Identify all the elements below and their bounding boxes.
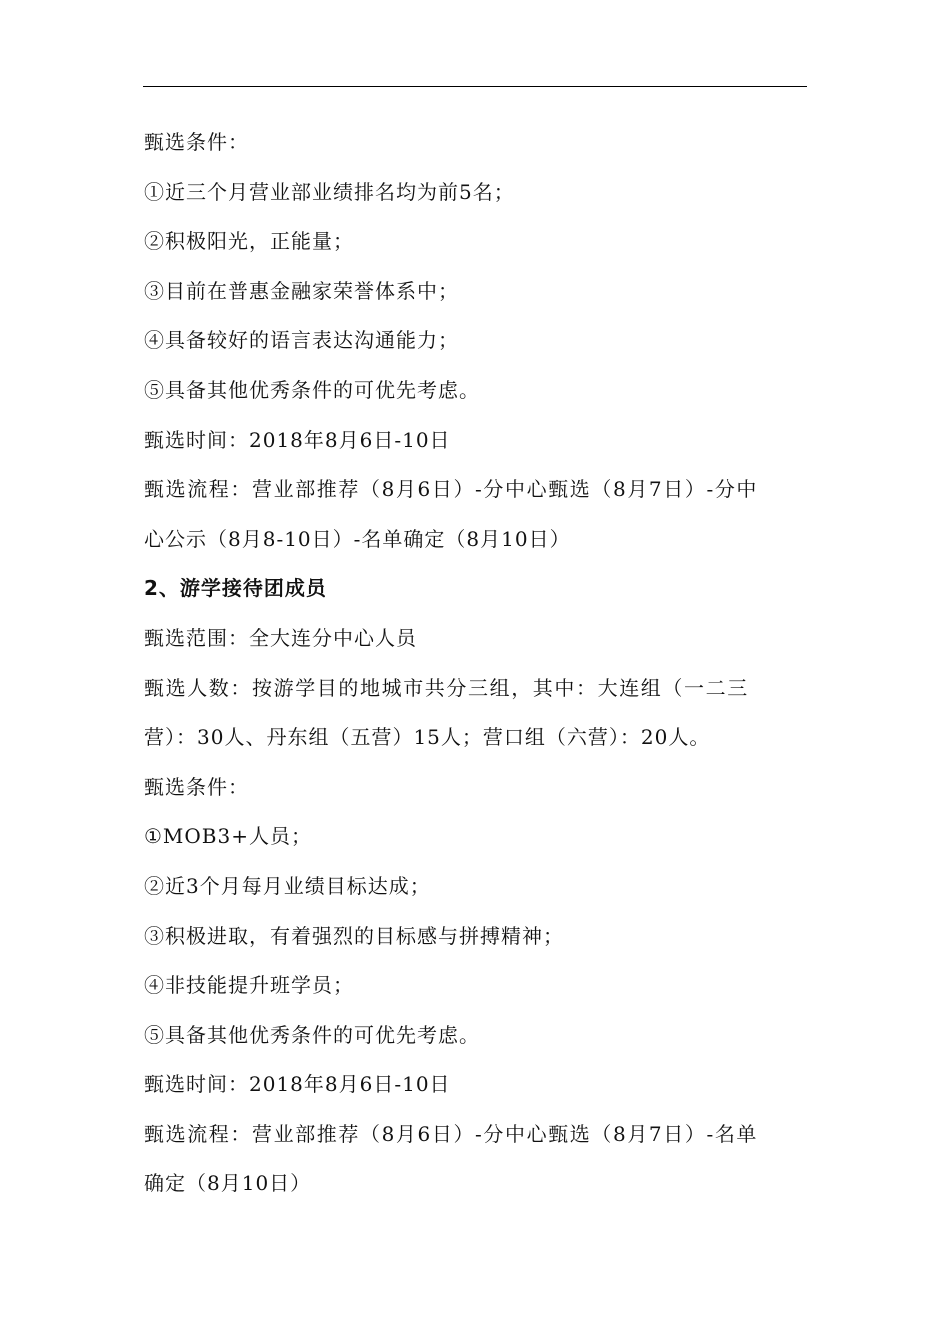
criteria-item: ⑤具备其他优秀条件的可优先考虑。	[144, 377, 480, 402]
criteria-label: 甄选条件：	[144, 774, 249, 799]
selection-count-line: 甄选人数：按游学目的地城市共分三组，其中：大连组（一二三	[144, 675, 749, 700]
selection-count-line: 营）：30人、丹东组（五营）15人；营口组（六营）：20人。	[144, 725, 711, 750]
criteria-item: ②积极阳光，正能量；	[144, 229, 354, 254]
selection-process-line: 心公示（8月8-10日）-名单确定（8月10日）	[144, 526, 571, 551]
criteria-item: ④非技能提升班学员；	[144, 973, 354, 998]
criteria-item: ②近3个月每月业绩目标达成；	[144, 873, 431, 898]
selection-process-line: 甄选流程：营业部推荐（8月6日）-分中心甄选（8月7日）-分中	[144, 477, 759, 502]
criteria-item: ④具备较好的语言表达沟通能力；	[144, 328, 459, 353]
header-rule	[143, 86, 807, 87]
selection-process-line: 确定（8月10日）	[144, 1171, 312, 1196]
selection-scope: 甄选范围：全大连分中心人员	[144, 625, 417, 650]
criteria-item: ①MOB3+人员；	[144, 824, 312, 849]
document-body	[144, 118, 808, 1209]
selection-process-line: 甄选流程：营业部推荐（8月6日）-分中心甄选（8月7日）-名单	[144, 1121, 759, 1146]
criteria-item: ①近三个月营业部业绩排名均为前5名；	[144, 179, 515, 204]
selection-time: 甄选时间：2018年8月6日-10日	[144, 1072, 451, 1097]
criteria-item: ⑤具备其他优秀条件的可优先考虑。	[144, 1022, 480, 1047]
criteria-item: ③目前在普惠金融家荣誉体系中；	[144, 278, 459, 303]
criteria-label: 甄选条件：	[144, 130, 249, 154]
selection-time: 甄选时间：2018年8月6日-10日	[144, 427, 451, 452]
criteria-item: ③积极进取，有着强烈的目标感与拼搏精神；	[144, 923, 564, 948]
section-heading: 2、游学接待团成员	[144, 576, 327, 601]
